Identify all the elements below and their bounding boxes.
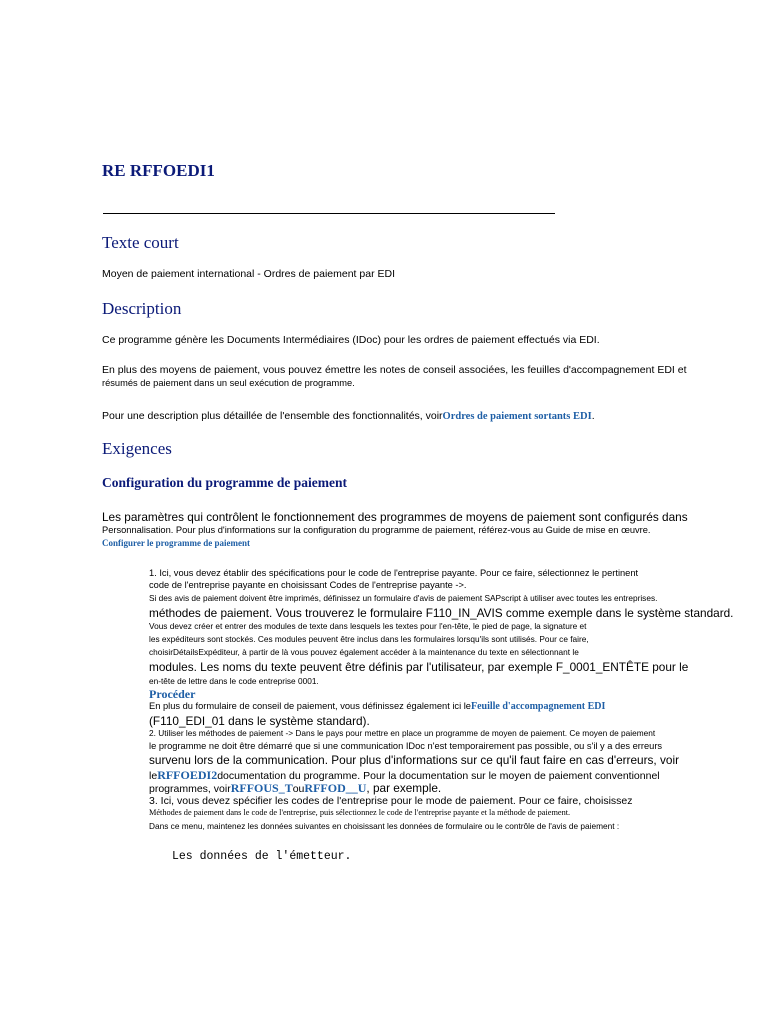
step2-line5-end: , par exemple.: [366, 781, 442, 795]
step2-line5-mid: ou: [292, 783, 305, 795]
step2-line3: survenu lors de la communication. Pour plus d'informations sur ce qu'il faut faire en cas d'erreurs, voir: [149, 753, 679, 767]
description-p2-line2: résumés de paiement dans un seul exécution de programme.: [102, 378, 355, 388]
step1-line1: 1. Ici, vous devez établir des spécifications pour le code de l'entreprise payante. Pour ce faire, sélectionnez le pertinent: [149, 568, 639, 578]
step2-line2: le programme ne doit être démarré que si une communication IDoc n'est temporairement pas possible, ou s'il y a des erreurs: [149, 741, 663, 751]
rffod-u-link[interactable]: RFFOD__U: [304, 781, 367, 795]
description-heading: Description: [102, 299, 182, 318]
step3-line2: Méthodes de paiement dans le code de l'entreprise, puis sélectionnez le code de l'entreprise payante et la méthode de paiement.: [149, 808, 571, 817]
divider: [103, 213, 555, 214]
step1-line6: les expéditeurs sont stockés. Ces modules peuvent être inclus dans les formulaires lorsqu'ils sont utilisés. Pour ce faire,: [149, 634, 589, 644]
procedure-link[interactable]: Procéder: [149, 687, 196, 701]
rffous-t-link[interactable]: RFFOUS_T: [230, 781, 293, 795]
step1-line9: en-tête de lettre dans le code entreprise 0001.: [149, 676, 319, 686]
step2-line4-pre: le: [149, 770, 158, 782]
step1-line5: Vous devez créer et entrer des modules de texte dans lesquels les textes pour l'en-tête, le pied de page, la signature et: [149, 621, 587, 631]
configure-payment-program-link[interactable]: Configurer le programme de paiement: [102, 538, 250, 548]
step1-line10-text: En plus du formulaire de conseil de paiement, vous définissez également ici le: [149, 701, 471, 711]
step3-line1: 3. Ici, vous devez spécifier les codes de l'entreprise pour le mode de paiement. Pour ce faire, choisissez: [149, 795, 633, 807]
rffoedi2-link[interactable]: RFFOEDI2: [157, 768, 218, 782]
step3-line3: Dans ce menu, maintenez les données suivantes en choisissant les données de formulaire ou le contrôle de l'avis de paiement :: [149, 821, 620, 831]
step1-line2: code de l'entreprise payante en choisissant Codes de l'entreprise payante ->.: [149, 580, 467, 590]
step2-line5: [149, 781, 441, 796]
edi-accompanying-sheet-link[interactable]: Feuille d'accompagnement EDI: [470, 701, 606, 712]
requirements-heading: Exigences: [102, 439, 172, 458]
payment-program-config-heading: Configuration du programme de paiement: [102, 475, 347, 490]
description-p1: Ce programme génère les Documents Intermédiaires (IDoc) pour les ordres de paiement effectués via EDI.: [102, 334, 600, 346]
description-p2-line1: En plus des moyens de paiement, vous pouvez émettre les notes de conseil associées, les feuilles d'accompagnement EDI et: [102, 364, 687, 376]
requirements-l2: Personnalisation. Pour plus d'informations sur la configuration du programme de paiement, référez-vous au Guide de mise en œuvre.: [102, 525, 651, 535]
step1-line7: choisirDétailsExpéditeur, à partir de là vous pouvez également accéder à la maintenance du texte en sélectionnant le: [149, 647, 579, 657]
step1-line3: Si des avis de paiement doivent être imprimés, définissez un formulaire d'avis de paiement SAPscript à utiliser avec toutes les entreprises.: [149, 593, 658, 603]
step1-line11: (F110_EDI_01 dans le système standard).: [149, 714, 370, 728]
step2-line5-pre: programmes, voir: [149, 783, 231, 795]
requirements-l1: Les paramètres qui contrôlent le fonctionnement des programmes de moyens de paiement sont configurés dans: [102, 510, 688, 524]
short-text-body: Moyen de paiement international - Ordres de paiement par EDI: [102, 268, 395, 280]
step1-line8: modules. Les noms du texte peuvent être définis par l'utilisateur, par exemple F_0001_ENTÊTE pour le: [149, 660, 689, 674]
description-p3: [102, 410, 595, 422]
page-title: RE RFFOEDI1: [102, 161, 215, 180]
step1-line4: méthodes de paiement. Vous trouverez le formulaire F110_IN_AVIS comme exemple dans le système standard.: [149, 606, 734, 620]
step1-line10: [149, 701, 605, 712]
step2-line4-text: documentation du programme. Pour la documentation sur le moyen de paiement conventionnel: [217, 770, 660, 782]
description-p3-text: Pour une description plus détaillée de l'ensemble des fonctionnalités, voir: [102, 410, 443, 422]
short-text-heading: Texte court: [102, 233, 179, 252]
code-sample: Les données de l'émetteur.: [172, 850, 352, 863]
outgoing-payment-orders-link[interactable]: Ordres de paiement sortants EDI: [442, 411, 592, 422]
step2-line1: 2. Utiliser les méthodes de paiement -> Dans le pays pour mettre en place un programme de moyen de paiement. Ce moyen de paiement: [149, 728, 656, 738]
description-p3-end: .: [591, 410, 595, 422]
